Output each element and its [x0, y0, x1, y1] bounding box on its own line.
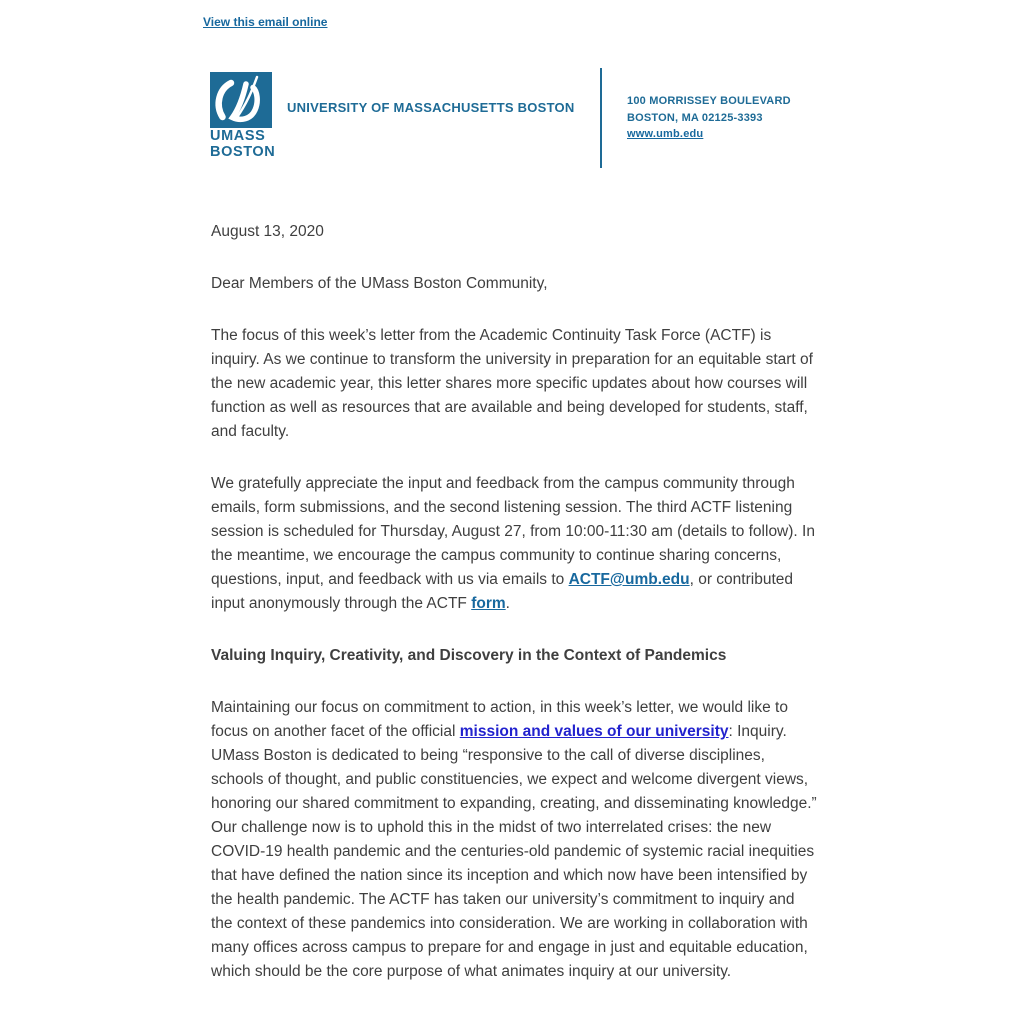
website-link[interactable]: www.umb.edu — [627, 128, 704, 140]
logo-text-boston: BOSTON — [210, 144, 276, 160]
paragraph-2-text-before: We gratefully appreciate the input and feedback from the campus community through emails, form submissions, and the second listening session. The third ACTF listening session is scheduled for Thursday, August 27, from 10:00-11:30 am (details to follow). In the meantime, we encourage the campus community to continue sharing concerns, questions, input, and feedback with us via emails to — [211, 475, 815, 588]
paragraph-3-text-after: : Inquiry. UMass Boston is dedicated to being “responsive to the call of diverse disciplines, schools of thought, and public constituencies, we expect and welcome divergent views, honoring our shared commitment to expanding, creating, and disseminating knowledge.” Our challenge now is to uphold this in the midst of two interrelated crises: the new COVID-19 health pandemic and the centuries-old pandemic of systemic racial inequities that have defined the nation since its inception and which now have been intensified by the health pandemic. The ACTF has taken our university’s commitment to inquiry and the context of these pandemics into consideration. We are working in collaboration with many offices across campus to prepare for and engage in just and equitable education, which should be the core purpose of what animates inquiry at our university. — [211, 723, 817, 980]
actf-email-link[interactable]: ACTF@umb.edu — [568, 571, 690, 588]
letter-paragraph-1: The focus of this week’s letter from the Academic Continuity Task Force (ACTF) is inquiry. As we continue to transform the university in preparation for an equitable start of the new academic year, this letter shares more specific updates about how courses will function as well as resources that are available and being developed for students, staff, and faculty. — [211, 327, 813, 440]
address-block — [627, 93, 791, 143]
umass-logo-icon — [210, 72, 272, 128]
logo-text-umass: UMASS — [210, 128, 266, 144]
letter-paragraph-2 — [211, 472, 818, 616]
letter-body — [211, 220, 818, 1012]
section-heading: Valuing Inquiry, Creativity, and Discovery in the Context of Pandemics — [211, 647, 727, 664]
view-online-link[interactable]: View this email online — [203, 15, 328, 29]
paragraph-3-text-before: Maintaining our focus on commitment to action, in this week’s letter, we would like to focus on another facet of the official — [211, 699, 788, 740]
letter-date: August 13, 2020 — [211, 223, 324, 240]
paragraph-2-text-after: . — [505, 595, 510, 612]
letter-salutation: Dear Members of the UMass Boston Community, — [211, 275, 548, 292]
header-divider — [600, 68, 602, 168]
mission-values-link[interactable]: mission and values of our university — [459, 723, 729, 740]
paragraph-2-text-between: , or contributed input anonymously through the ACTF — [211, 571, 794, 612]
address-line-2: BOSTON, MA 02125-3393 — [627, 111, 763, 124]
address-line-1: 100 MORRISSEY BOULEVARD — [627, 95, 791, 107]
actf-form-link[interactable]: form — [471, 595, 506, 612]
umass-boston-logo — [210, 72, 274, 160]
university-name: UNIVERSITY OF MASSACHUSETTS BOSTON — [287, 100, 575, 115]
letter-paragraph-3 — [211, 696, 818, 984]
